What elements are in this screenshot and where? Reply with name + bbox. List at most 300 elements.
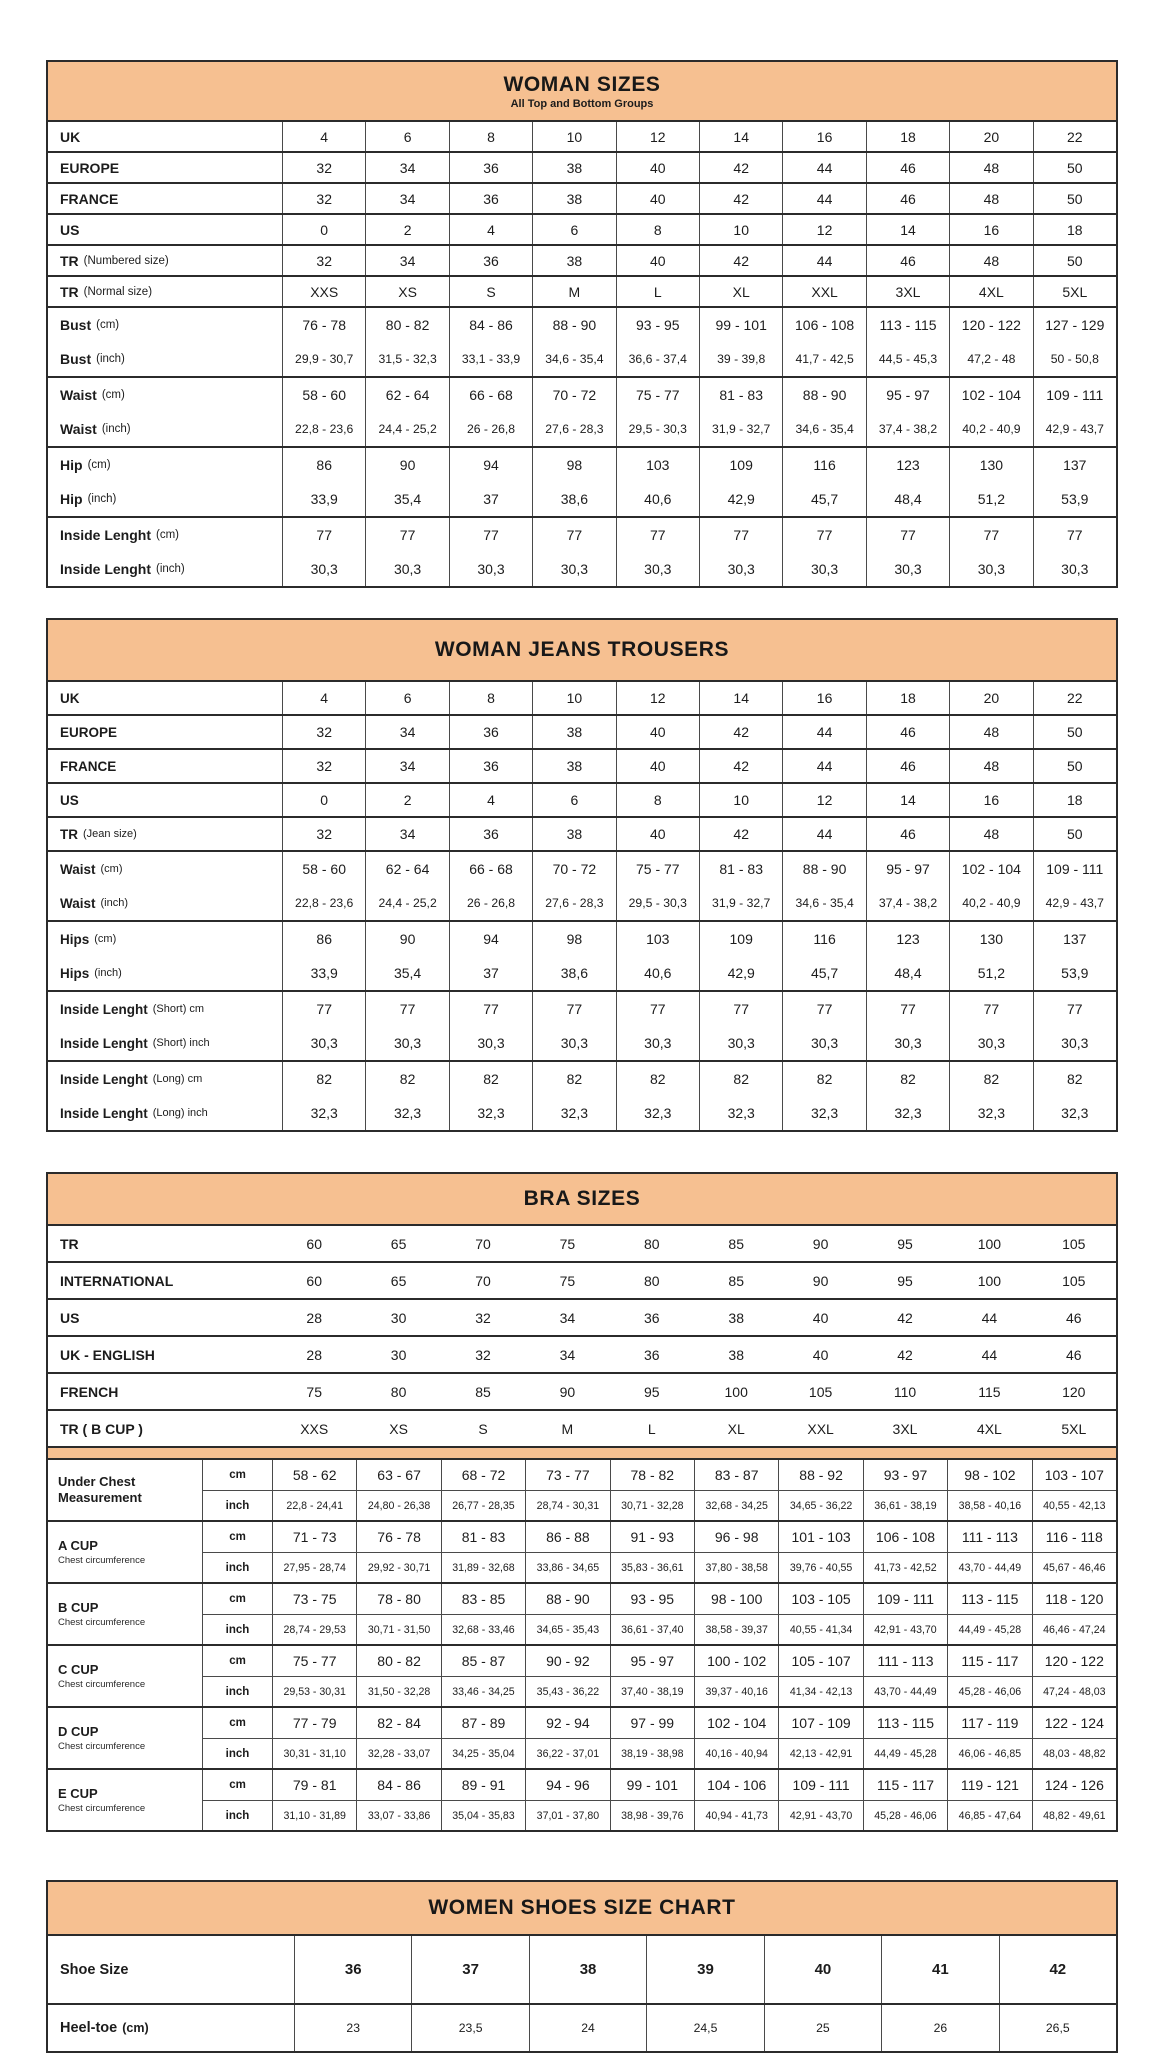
value-cell: 65 [390,1272,407,1289]
value-cell: 105 [808,1383,833,1400]
value-cell: 103 - 107 [1032,1460,1116,1490]
table-row [48,1226,1116,1261]
value-cell: 78 - 80 [356,1584,440,1614]
value-cell: 109 [699,448,782,482]
woman-sizes-header [48,62,1116,122]
row-label-text: FRANCE [60,190,119,207]
value-cell: 36 [449,716,532,748]
value-cell: 36 [449,153,532,182]
row-label-text: Inside Lenght [60,1035,148,1051]
value-cell: 45,67 - 46,46 [1032,1553,1116,1582]
value-cell: 99 - 101 [699,308,782,342]
value-cell: 50 [1033,246,1116,275]
table-row [48,552,1116,586]
value-cell: 16 [782,682,865,714]
table-row [48,992,1116,1026]
value-cell: 46 [866,716,949,748]
row-label-text: C CUP [58,1662,99,1678]
value-cell: 33,46 - 34,25 [441,1677,525,1706]
value-cell: 83 - 85 [441,1584,525,1614]
table-row [48,852,1116,886]
row-label [48,2005,294,2051]
value-cell: 30,3 [449,1026,532,1060]
bra-sizes-table [46,1172,1118,1832]
value-cell: 42 [999,1936,1116,2003]
value-cell: 39,37 - 40,16 [694,1677,778,1706]
value-cell: 82 [1033,1062,1116,1096]
value-cell: 30,3 [449,552,532,586]
value-cell: 10 [699,784,782,816]
value-cell: 103 [616,922,699,956]
value-cell: 111 - 113 [947,1522,1031,1552]
value-cell: 40 [812,1309,829,1326]
row-label-text: Hip [60,457,83,473]
value-cell: 46 [1066,1309,1082,1326]
value-cell: 32 [475,1309,491,1326]
row-label-unit: (Numbered size) [83,254,169,267]
row-group [48,446,1116,516]
table-row [48,448,1116,482]
value-cell: 32,3 [699,1096,782,1130]
row-label [48,750,282,782]
value-cell: 93 - 97 [863,1460,947,1490]
value-cell: 85 [475,1383,491,1400]
value-cell: 94 - 96 [525,1770,609,1800]
value-cell: 3XL [866,277,949,306]
value-cell: 36 [449,750,532,782]
row-group [48,182,1116,213]
value-cell: 109 - 111 [863,1584,947,1614]
row-label [48,956,282,990]
value-cell: 102 - 104 [694,1708,778,1738]
row-group [48,1226,1116,1261]
table-row [203,1460,1116,1490]
value-cell: 106 - 108 [782,308,865,342]
value-cell: S [478,1420,488,1437]
value-cell: 75 - 77 [616,852,699,886]
row-label-text: EUROPE [60,724,118,740]
unit-cell: inch [225,1561,250,1574]
woman-sizes-table [46,60,1118,588]
value-cell: 34,6 - 35,4 [782,886,865,920]
value-cell: 37 [411,1936,528,2003]
value-cell: 40 [616,184,699,213]
value-cell: 6 [532,215,615,244]
row-group [48,850,1116,920]
value-cell: 30,3 [949,1026,1032,1060]
value-cell: 40,94 - 41,73 [694,1801,778,1830]
table-row [48,1337,1116,1372]
value-cell: 42,9 - 43,7 [1033,412,1116,446]
value-cell: 36 [644,1309,660,1326]
value-cell: 42 [699,184,782,213]
row-label-note: Chest circumference [58,1554,146,1566]
value-cell: 29,5 - 30,3 [616,412,699,446]
value-cell: 6 [365,122,448,151]
row-label [48,1411,272,1446]
value-cell: 82 [699,1062,782,1096]
value-cell: 35,83 - 36,61 [610,1553,694,1582]
value-cell: 115 - 117 [947,1646,1031,1676]
value-cell: 30,3 [782,1026,865,1060]
row-label [48,1226,272,1261]
value-cell: 23,5 [411,2005,528,2051]
value-cell: 30,3 [699,552,782,586]
sub-rows [203,1584,1116,1644]
row-label-unit: (inch) [101,423,131,435]
value-cell: 41,34 - 42,13 [778,1677,862,1706]
table-row [48,184,1116,213]
row-group [48,782,1116,816]
value-cell: 4 [449,784,532,816]
row-label-text: Hips [60,965,90,981]
value-cell: 3XL [892,1420,918,1437]
value-cell: 30,3 [282,552,365,586]
value-cell: 35,4 [365,956,448,990]
value-cell: 95 [897,1235,913,1252]
value-cell: 31,50 - 32,28 [356,1677,440,1706]
value-cell: 48 [949,750,1032,782]
value-cell: 42 [699,818,782,850]
value-cell: XXS [282,277,365,306]
value-cell: 120 - 122 [1032,1646,1116,1676]
row-label-unit: (Jean size) [83,828,137,840]
unit-cell: cm [229,1717,246,1729]
value-cell: 40 [616,153,699,182]
value-cell: 32,3 [1033,1096,1116,1130]
value-cell: 63 - 67 [356,1460,440,1490]
value-cell: 14 [866,784,949,816]
value-cell: 18 [866,682,949,714]
row-group [48,1335,1116,1372]
value-cell: 16 [782,122,865,151]
value-cell: 95 - 97 [866,852,949,886]
table-row [48,277,1116,306]
value-cell: 16 [949,784,1032,816]
table-row [48,308,1116,342]
value-cell: 34 [365,818,448,850]
value-cell: 40,16 - 40,94 [694,1739,778,1768]
value-cell: 30,3 [365,1026,448,1060]
value-cell: 32,3 [866,1096,949,1130]
value-cell: 103 [616,448,699,482]
table-row [48,1936,1116,2003]
value-cell: XXS [300,1420,329,1437]
value-cell: 35,4 [365,482,448,516]
value-cell: 95 - 97 [610,1646,694,1676]
row-label [48,784,282,816]
value-cell: 47,24 - 48,03 [1032,1677,1116,1706]
value-cell: 98 - 100 [694,1584,778,1614]
value-cell: 77 [782,518,865,552]
value-cell: 20 [949,682,1032,714]
value-cell: 81 - 83 [699,378,782,412]
value-cell: 40 [764,1936,881,2003]
value-cell: 60 [306,1235,322,1252]
value-cell: 82 [616,1062,699,1096]
value-cell: M [561,1420,574,1437]
value-cell: 48 [949,716,1032,748]
table-row [48,215,1116,244]
value-cell: 38 [728,1309,744,1326]
value-cell: 32 [282,716,365,748]
value-cell: L [616,277,699,306]
table-row [48,412,1116,446]
row-label-unit: (inch) [94,967,122,979]
row-group [48,122,1116,151]
value-cell: 84 - 86 [449,308,532,342]
sub-rows [203,1646,1116,1706]
table-row [48,342,1116,376]
value-cell: 18 [866,122,949,151]
value-cell: 94 [449,448,532,482]
value-cell: 82 [449,1062,532,1096]
value-cell: 30,3 [866,552,949,586]
value-cell: 45,28 - 46,06 [863,1801,947,1830]
value-cell: 48,82 - 49,61 [1032,1801,1116,1830]
value-cell: 38,6 [532,956,615,990]
value-cell: 38 [529,1936,646,2003]
row-label [48,716,282,748]
value-cell: 105 - 107 [778,1646,862,1676]
value-cell: 109 - 111 [778,1770,862,1800]
value-cell: 30,3 [532,552,615,586]
value-cell: 44 [782,184,865,213]
table-row [48,1374,1116,1409]
value-cell: 77 [365,518,448,552]
value-cell: 66 - 68 [449,852,532,886]
table-row [48,784,1116,816]
value-cell: XS [389,1420,408,1437]
value-cell: 82 [866,1062,949,1096]
value-cell: 53,9 [1033,482,1116,516]
value-cell: 24,80 - 26,38 [356,1491,440,1520]
value-cell: 35,04 - 35,83 [441,1801,525,1830]
divider-band [48,1446,1116,1458]
value-cell: 90 - 92 [525,1646,609,1676]
value-cell: 43,70 - 44,49 [947,1553,1031,1582]
row-group [48,306,1116,376]
value-cell: 77 [782,992,865,1026]
row-label-unit: (cm) [101,389,125,401]
value-cell: 22 [1033,682,1116,714]
table-title: WOMAN SIZES [503,72,661,96]
value-cell: 85 [728,1235,744,1252]
value-cell: 4XL [949,277,1032,306]
value-cell: 90 [365,448,448,482]
row-label [48,184,282,213]
table-subtitle: All Top and Bottom Groups [510,97,654,110]
value-cell: 42,9 - 43,7 [1033,886,1116,920]
value-cell: 82 [949,1062,1032,1096]
value-cell: 45,7 [782,956,865,990]
value-cell: 68 - 72 [441,1460,525,1490]
value-cell: 65 [390,1235,407,1252]
value-cell: 113 - 115 [866,308,949,342]
value-cell: 26,5 [999,2005,1116,2051]
value-cell: 109 - 111 [1033,378,1116,412]
value-cell: 37 [449,482,532,516]
row-label-text: Waist [60,861,96,877]
value-cell: 86 - 88 [525,1522,609,1552]
value-cell: 30 [390,1346,407,1363]
table-row [48,153,1116,182]
value-cell: 77 [449,992,532,1026]
table-row [203,1646,1116,1676]
value-cell: 10 [532,682,615,714]
value-cell: 85 - 87 [441,1646,525,1676]
value-cell: 36 [449,818,532,850]
row-label-unit: (cm) [122,2021,149,2035]
value-cell: 32 [282,184,365,213]
value-cell: 32,3 [449,1096,532,1130]
row-label [48,153,282,182]
value-cell: 32 [282,153,365,182]
row-label-text: TR [60,826,78,842]
value-cell: 30,71 - 31,50 [356,1615,440,1644]
value-cell: 77 [616,992,699,1026]
value-cell: 88 - 90 [782,378,865,412]
row-label-text: Inside Lenght [60,561,151,577]
row-label-unit: (inch) [100,897,129,909]
table-row [48,246,1116,275]
value-cell: 42 [699,153,782,182]
value-cell: 89 - 91 [441,1770,525,1800]
row-label [48,1708,203,1768]
row-label-unit: (cm) [94,933,117,945]
value-cell: 30 [390,1309,407,1326]
row-group [48,748,1116,782]
value-cell: 100 [977,1235,1002,1252]
value-cell: 116 - 118 [1032,1522,1116,1552]
value-cell: 35,43 - 36,22 [525,1677,609,1706]
value-cell: 98 [532,922,615,956]
value-cell: 44 [782,750,865,782]
value-cell: L [647,1420,656,1437]
value-cell: 40 [616,818,699,850]
value-cell: 32,68 - 33,46 [441,1615,525,1644]
row-label [48,482,282,516]
row-label [48,412,282,446]
value-cell: 34,25 - 35,04 [441,1739,525,1768]
value-cell: 32,68 - 34,25 [694,1491,778,1520]
row-label-text: FRANCE [60,758,117,774]
value-cell: 36 [294,1936,411,2003]
value-cell: 43,70 - 44,49 [863,1677,947,1706]
value-cell: 101 - 103 [778,1522,862,1552]
value-cell: 77 [699,992,782,1026]
value-cell: 40,2 - 40,9 [949,886,1032,920]
table-title: BRA SIZES [523,1187,641,1210]
value-cell: 100 [724,1383,748,1400]
row-group [48,1372,1116,1409]
row-label [48,277,282,306]
value-cell: 106 - 108 [863,1522,947,1552]
value-cell: 77 [949,992,1032,1026]
table-row [48,818,1116,850]
value-cell: 46,06 - 46,85 [947,1739,1031,1768]
table-row [48,716,1116,748]
value-cell: 42,9 [699,956,782,990]
value-cell: 44 [782,246,865,275]
value-cell: 120 - 122 [949,308,1032,342]
value-cell: 36,6 - 37,4 [616,342,699,376]
value-cell: 75 [559,1272,576,1289]
value-cell: 38,58 - 40,16 [947,1491,1031,1520]
value-cell: 110 [893,1383,917,1400]
value-cell: 103 - 105 [778,1584,862,1614]
value-cell: 36 [449,246,532,275]
value-cell: 60 [306,1272,322,1289]
row-label [48,308,282,342]
table-row [203,1522,1116,1552]
value-cell: 99 - 101 [610,1770,694,1800]
row-group [48,1936,1116,2003]
value-cell: 70 - 72 [532,852,615,886]
value-cell: 98 [532,448,615,482]
value-cell: 82 [365,1062,448,1096]
value-cell: 42,91 - 43,70 [778,1801,862,1830]
value-cell: 34 [559,1346,576,1363]
value-cell: 0 [282,215,365,244]
value-cell: 109 - 111 [1033,852,1116,886]
value-cell: 22,8 - 23,6 [282,412,365,446]
row-group [48,1261,1116,1298]
value-cell: 73 - 75 [272,1584,356,1614]
value-cell: 31,10 - 31,89 [272,1801,356,1830]
row-label [48,818,282,850]
value-cell: 42 [897,1309,913,1326]
value-cell: 88 - 90 [525,1584,609,1614]
table-row [48,682,1116,714]
women-shoes-size-chart-header [48,1882,1116,1936]
value-cell: 32,3 [532,1096,615,1130]
value-cell: 40 [812,1346,829,1363]
value-cell: 38 [532,750,615,782]
value-cell: 77 - 79 [272,1708,356,1738]
value-cell: 32,3 [782,1096,865,1130]
value-cell: 20 [949,122,1032,151]
value-cell: 77 [532,518,615,552]
value-cell: 31,9 - 32,7 [699,412,782,446]
value-cell: 77 [616,518,699,552]
value-cell: 82 - 84 [356,1708,440,1738]
value-cell: 44 [782,716,865,748]
value-cell: 102 - 104 [949,378,1032,412]
value-cell: 26,77 - 28,35 [441,1491,525,1520]
row-label-text: D CUP [58,1724,99,1740]
sub-rows [203,1522,1116,1582]
value-cell: 16 [949,215,1032,244]
value-cell: 33,1 - 33,9 [449,342,532,376]
value-cell: 44 [782,153,865,182]
value-cell: 50 [1033,153,1116,182]
value-cell: 95 [897,1272,913,1289]
value-cell: 46 [866,750,949,782]
table-row [48,518,1116,552]
value-cell: 90 [812,1235,829,1252]
row-label-note: Chest circumference [58,1678,146,1690]
value-cell: 47,2 - 48 [949,342,1032,376]
value-cell: 48,4 [866,482,949,516]
value-cell: 34 [559,1309,576,1326]
row-label [48,1337,272,1372]
value-cell: 38 [532,716,615,748]
row-group [48,682,1116,714]
value-cell: 24 [529,2005,646,2051]
row-group [48,275,1116,306]
value-cell: 122 - 124 [1032,1708,1116,1738]
